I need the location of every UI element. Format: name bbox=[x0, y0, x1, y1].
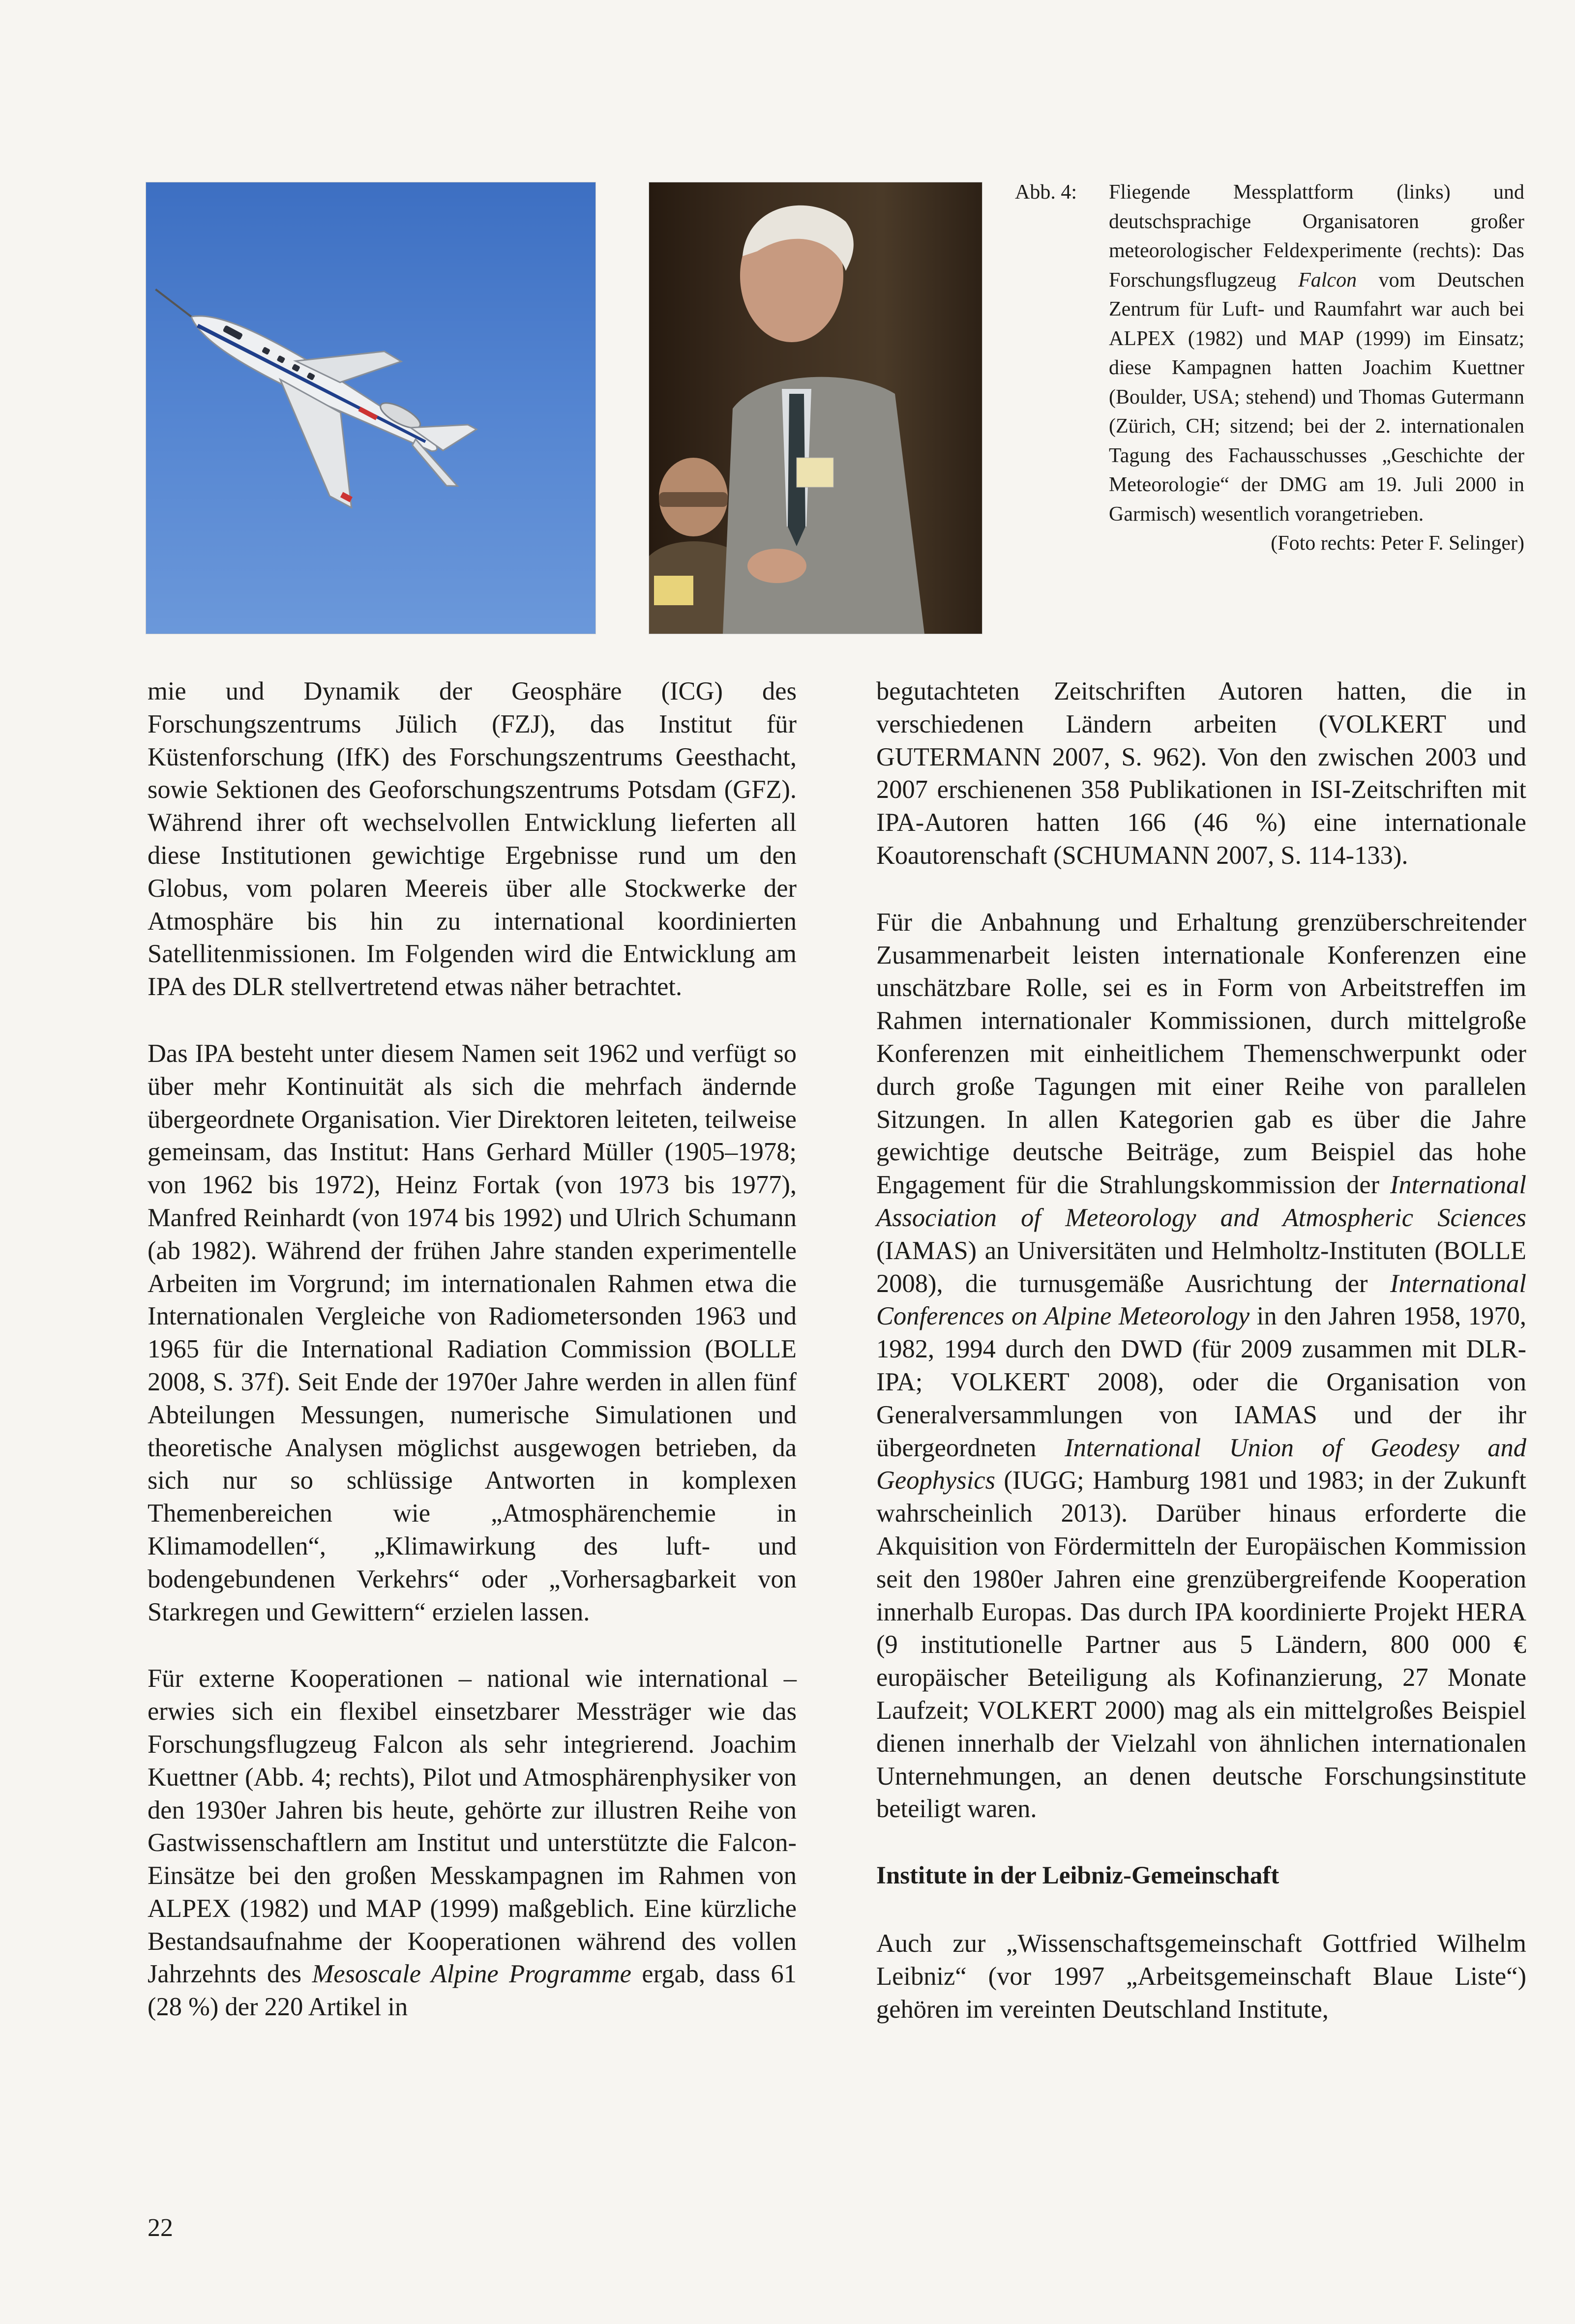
caption-label: Abb. 4: bbox=[1015, 181, 1077, 204]
right-paragraph-1: begutachteten Zeitschriften Autoren hatten, die in verschiedenen Ländern arbeiten (VOLKERT und GUTERMANN 2007, S. 962). Von den zwischen 2003 und 2007 erschienenen 358 Publikationen in ISI-Zeitschriften mit IPA-Autoren hatten 166 (46 %) eine internationale Koautorenschaft (SCHUMANN 2007, S. 114-133). bbox=[876, 677, 1526, 870]
conference-portrait-photo bbox=[649, 182, 982, 634]
left-paragraph-3: Für externe Kooperationen – national wie international – erwies sich ein flexibel einsetzbarer Messträger wie das Forschungsflugzeug Falcon als sehr integrierend. Joachim Kuettner (Abb. 4; rechts), Pilot und Atmosphärenphysiker von den 1930er Jahren bis heute, gehörte zur illustren Reihe von Gastwissenschaftlern am Institut und unterstützte die Falcon-Einsätze bei den großen Messkampagnen im Rahmen von ALPEX (1982) und MAP (1999) maßgeblich. Eine kürzliche Bestandsaufnahme der Kooperationen während des vollen Jahrzehnts des Mesoscale Alpine Programme ergab, dass 61 (28 %) der 220 Artikel in bbox=[148, 1664, 797, 2022]
left-paragraph-1: mie und Dynamik der Geosphäre (ICG) des Forschungszentrums Jülich (FZJ), das Institut für Küstenforschung (IfK) des Forschungszentrums Geesthacht, sowie Sektionen des Geoforschungszentrums Potsdam (GFZ). Während ihrer oft wechselvollen Entwicklung lieferten all diese Institutionen gewichtige Ergebnisse rund um den Globus, vom polaren Meereis über alle Stockwerke der Atmosphäre bis hin zu international koordinierten Satellitenmissionen. Im Folgenden wird die Entwicklung am IPA des DLR stellvertretend etwas näher betrachtet. bbox=[148, 677, 797, 1001]
right-column bbox=[876, 675, 1526, 2059]
falcon-aircraft-photo bbox=[146, 182, 596, 634]
page-number: 22 bbox=[148, 2214, 173, 2242]
left-paragraph-2: Das IPA besteht unter diesem Namen seit 1962 und verfügt so über mehr Kontinuität als sich die mehrfach ändernde übergeordnete Organisation. Vier Direktoren leiteten, teilweise gemeinsam, das Institut: Hans Gerhard Müller (1905–1978; von 1962 bis 1972), Heinz Fortak (von 1973 bis 1977), Manfred Reinhardt (von 1974 bis 1992) und Ulrich Schumann (ab 1982). Während der frühen Jahre standen experimentelle Arbeiten im Vorgrund; im internationalen Rahmen etwa die Internationalen Vergleiche von Radiometersonden 1963 und 1965 für die International Radiation Commission (BOLLE 2008, S. 37f). Seit Ende der 1970er Jahre werden in allen fünf Abteilungen Messungen, numerische Simulationen und theoretische Analysen möglichst ausgewogen betrieben, da sich nur so schlüssige Antworten in komplexen Themenbereichen wie „Atmosphärenchemie in Klimamodellen“, „Klimawirkung des luft- und bodengebundenen Verkehrs“ oder „Vorhersagbarkeit von Starkregen und Gewittern“ erzielen lassen. bbox=[148, 1039, 797, 1626]
section-heading: Institute in der Leibniz-Gemeinschaft bbox=[876, 1862, 1279, 1890]
right-paragraph-2: Für die Anbahnung und Erhaltung grenzüberschreitender Zusammenarbeit leisten internationale Konferenzen eine unschätzbare Rolle, sei es in Form von Arbeitstreffen im Rahmen internationaler Kommissionen, durch mittelgroße Konferenzen mit einheitlichem Themenschwerpunkt oder durch große Tagungen mit einer Reihe von parallelen Sitzungen. In allen Kategorien gab es über die Jahre gewichtige deutsche Beiträge, zum Beispiel das hohe Engagement für die Strahlungskommission der International Association of Meteorology and Atmospheric Sciences (IAMAS) an Universitäten und Helmholtz-Instituten (BOLLE 2008), die turnusgemäße Ausrichtung der International Conferences on Alpine Meteorology in den Jahren 1958, 1970, 1982, 1994 durch den DWD (für 2009 zusammen mit DLR-IPA; VOLKERT 2008), oder die Organisation von Generalversammlungen von IAMAS und der ihr übergeordneten International Union of Geodesy and Geophysics (IUGG; Hamburg 1981 und 1983; in der Zukunft wahrscheinlich 2013). Darüber hinaus erforderte die Akquisition von Fördermitteln der Europäischen Kommission seit den 1980er Jahren eine grenzübergreifende Kooperation innerhalb Europas. Das durch IPA koordinierte Projekt HERA (9 institutionelle Partner aus 5 Ländern, 800 000 € europäischer Beteiligung als Kofinanzierung, 27 Monate Laufzeit; VOLKERT 2000) mag als ein mittelgroßes Beispiel dienen innerhalb der Vielzahl von ähnlichen internationalen Unternehmungen, an denen deutsche Forschungsinstitute beteiligt waren. bbox=[876, 908, 1526, 1824]
left-column bbox=[148, 675, 797, 2058]
photo-credit: (Foto rechts: Peter F. Selinger) bbox=[1271, 532, 1524, 555]
figure-caption bbox=[1015, 178, 1524, 559]
caption-text: Fliegende Messplattform (links) und deutschsprachige Organisatoren großer meteorologischer Feldexperimente (rechts): Das Forschungsflugzeug Falcon vom Deutschen Zentrum für Luft- und Raumfahrt war auch bei ALPEX (1982) und MAP (1999) im Einsatz; diese Kampagnen hatten Joachim Kuettner (Boulder, USA; stehend) und Thomas Gutermann (Zürich, CH; sitzend; bei der 2. internationalen Tagung des Fachausschusses „Geschichte der Meteorologie“ der DMG am 19. Juli 2000 in Garmisch) wesentlich vorangetrieben. (Foto rechts: Peter F. Selinger) bbox=[1109, 178, 1524, 559]
right-paragraph-3: Auch zur „Wissenschaftsgemeinschaft Gottfried Wilhelm Leibniz“ (vor 1997 „Arbeitsgemeinschaft Blaue Liste“) gehören im vereinten Deutschland Institute, bbox=[876, 1929, 1526, 2024]
